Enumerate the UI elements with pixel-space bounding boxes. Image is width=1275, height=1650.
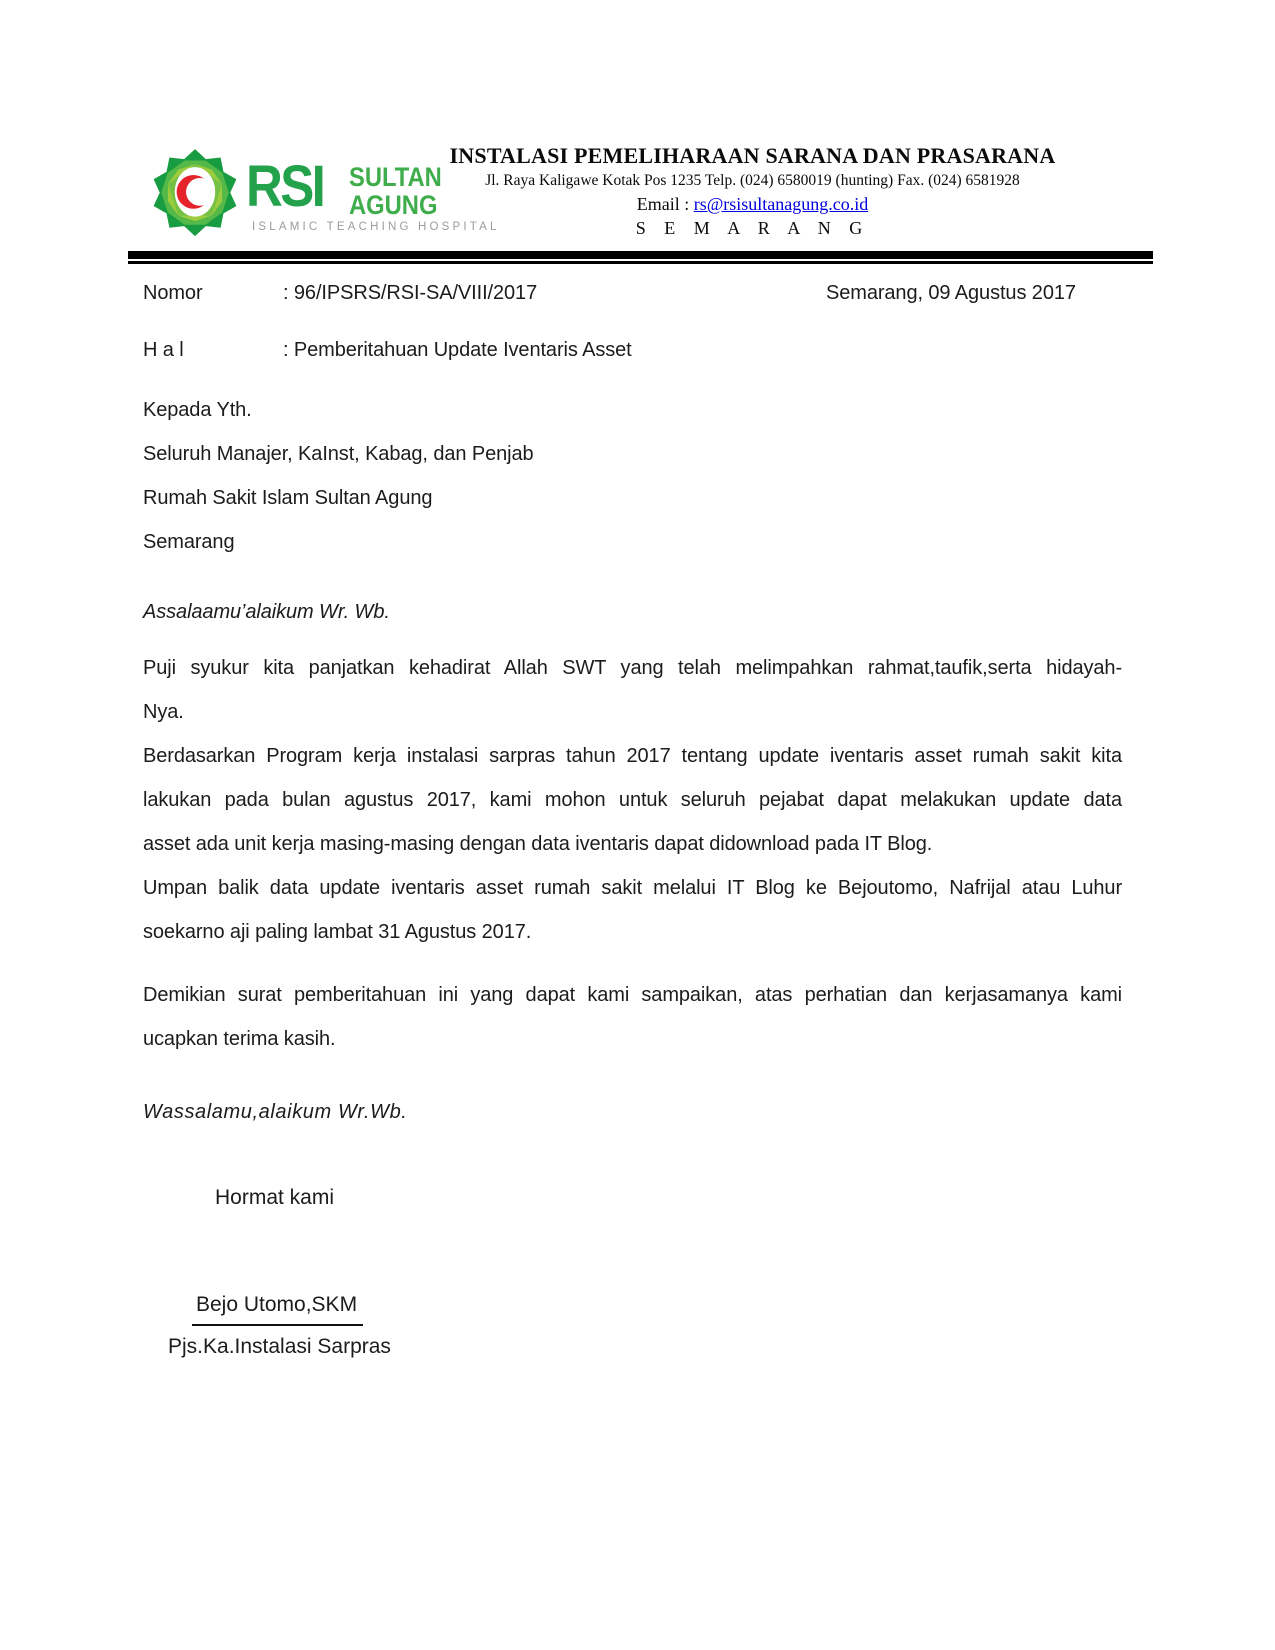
recipient-block <box>143 388 534 564</box>
logo-acronym: RSI <box>246 154 324 219</box>
divider-thin-bar <box>128 261 1153 264</box>
recipient-line-3: Rumah Sakit Islam Sultan Agung <box>143 487 433 509</box>
email-link[interactable]: rs@rsisultanagung.co.id <box>693 194 869 214</box>
signature-preamble: Hormat kami <box>215 1186 335 1209</box>
paragraph-line: Berdasarkan Program kerja instalasi sarpras tahun 2017 tentang update iventaris asset rumah sakit kita <box>143 745 1122 767</box>
hal-row <box>143 335 1122 365</box>
paragraph-line: soekarno aji paling lambat 31 Agustus 2017. <box>143 921 532 943</box>
paragraph-line: ucapkan terima kasih. <box>143 1028 336 1050</box>
date-line: Semarang, 09 Agustus 2017 <box>826 282 1076 304</box>
signature-title: Pjs.Ka.Instalasi Sarpras <box>168 1335 391 1358</box>
closing-paragraph <box>143 973 1122 1061</box>
recipient-line-2: Seluruh Manajer, KaInst, Kabag, dan Penjab <box>143 443 534 465</box>
paragraph-line: Demikian surat pemberitahuan ini yang dapat kami sampaikan, atas perhatian dan kerjasamanya kami <box>143 984 1122 1006</box>
logo-name-line2: AGUNG <box>349 190 438 220</box>
hal-label: H a l <box>143 339 184 361</box>
paragraph-line: Puji syukur kita panjatkan kehadirat Allah SWT yang telah melimpahkan rahmat,taufik,serta hidayah- <box>143 657 1122 679</box>
paragraph-line: Umpan balik data update iventaris asset rumah sakit melalui IT Blog ke Bejoutomo, Nafrijal atau Luhur <box>143 877 1122 899</box>
paragraph-line: lakukan pada bulan agustus 2017, kami mohon untuk seluruh pejabat dapat melakukan update data <box>143 789 1122 811</box>
paragraph-line: asset ada unit kerja masing-masing dengan data iventaris dapat didownload pada IT Blog. <box>143 833 933 855</box>
letterhead-divider <box>128 251 1153 264</box>
letter-meta <box>143 278 1122 365</box>
logo-hospital-name <box>349 163 442 219</box>
closing-salutation: Wassalamu,alaikum Wr.Wb. <box>143 1101 408 1123</box>
logo-name-line1: SULTAN <box>349 162 442 192</box>
rsi-star-crescent-icon <box>150 134 240 252</box>
hal-value: : Pemberitahuan Update Iventaris Asset <box>283 339 632 361</box>
opening-salutation: Assalaamu’alaikum Wr. Wb. <box>143 601 390 623</box>
department-title: INSTALASI PEMELIHARAAN SARANA DAN PRASARANA <box>449 143 1056 168</box>
divider-thick-bar <box>128 251 1153 259</box>
signature-name: Bejo Utomo,SKM <box>192 1288 363 1326</box>
nomor-row <box>143 278 1122 308</box>
body-paragraphs <box>143 646 1122 954</box>
logo-tagline: ISLAMIC TEACHING HOSPITAL <box>252 221 500 233</box>
email-line <box>440 194 1065 215</box>
nomor-value: : 96/IPSRS/RSI-SA/VIII/2017 <box>283 282 538 304</box>
address-line: Jl. Raya Kaligawe Kotak Pos 1235 Telp. (024) 6580019 (hunting) Fax. (024) 6581928 <box>485 172 1020 189</box>
nomor-label: Nomor <box>143 282 203 304</box>
email-label: Email : <box>636 194 694 214</box>
paragraph-line: Nya. <box>143 701 184 723</box>
recipient-line-4: Semarang <box>143 531 235 553</box>
city-name: S E M A R A N G <box>635 218 870 238</box>
letterhead-center <box>440 143 1065 239</box>
recipient-line-1: Kepada Yth. <box>143 399 252 421</box>
